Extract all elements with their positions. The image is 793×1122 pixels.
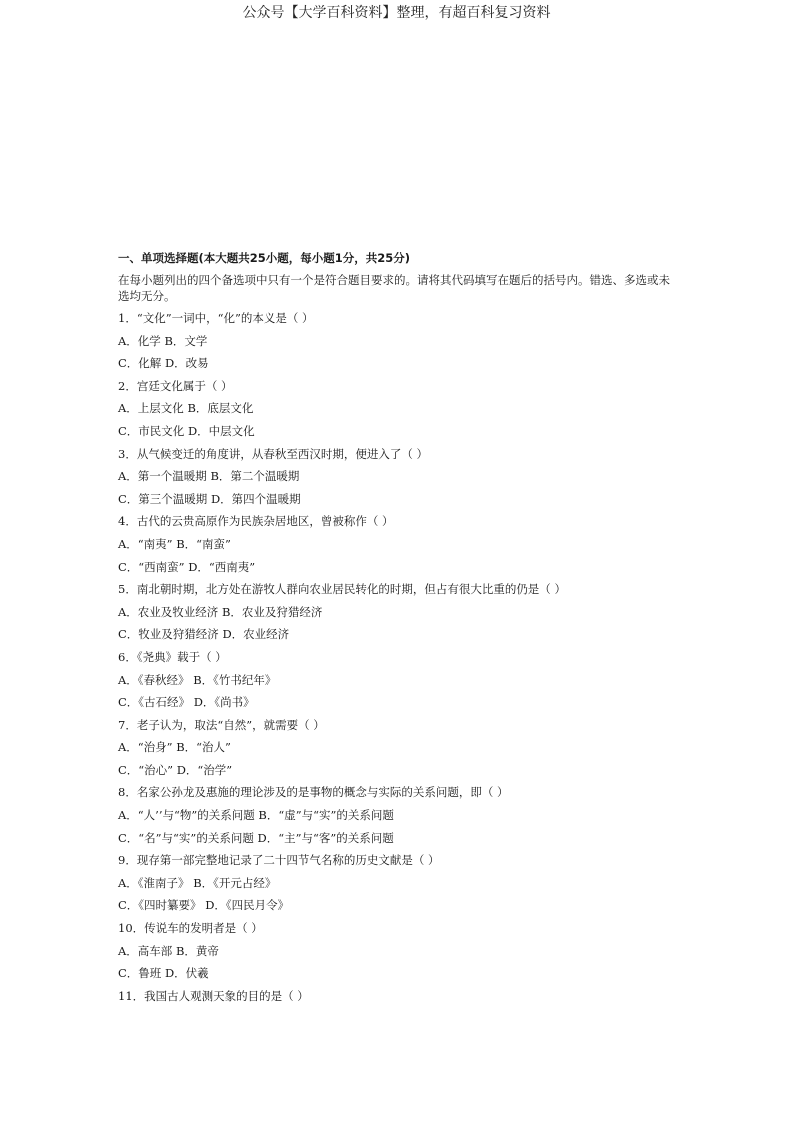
question-options: C．化解 D．改易 [118, 356, 209, 371]
question-stem: 11．我国古人观测天象的目的是（ ） [118, 988, 309, 1003]
question-options: A．《春秋经》 B．《竹书纪年》 [118, 672, 277, 687]
question-options: C．牧业及狩猎经济 D．农业经济 [118, 627, 290, 642]
question-options: A．“南夷” B．“南蛮” [118, 536, 231, 551]
question-stem: 8．名家公孙龙及惠施的理论涉及的是事物的概念与实际的关系问题，即（ ） [118, 785, 509, 800]
section-instructions: 在每小题列出的四个备选项中只有一个是符合题目要求的。请将其代码填写在题后的括号内。错选、多选或未选均无分。 [118, 273, 670, 303]
question-options: C．“治心” D．“治学” [118, 762, 233, 777]
question-options: C．鲁班 D．伏羲 [118, 966, 209, 981]
question-options: A．上层文化 B．底层文化 [118, 401, 254, 416]
question-stem: 9．现存第一部完整地记录了二十四节气名称的历史文献是（ ） [118, 853, 440, 868]
question-options: A．第一个温暖期 B．第二个温暖期 [118, 469, 300, 484]
section-title: 一、单项选择题(本大题共25小题，每小题1分，共25分) [118, 251, 411, 265]
question-options: C．《古石经》 D．《尚书》 [118, 695, 255, 710]
question-options: C．《四时纂要》 D．《四民月令》 [118, 898, 290, 913]
question-options: A．“人’’与“物”的关系问题 B．“虚”与“实”的关系问题 [118, 808, 394, 823]
question-options: C．“西南蛮” D．“西南夷” [118, 559, 256, 574]
document-content [118, 250, 678, 1007]
question-stem: 4．古代的云贵高原作为民族杂居地区，曾被称作（ ） [118, 514, 394, 529]
question-options: A．化学 B．文学 [118, 333, 208, 348]
question-stem: 6．《尧典》载于（ ） [118, 649, 227, 664]
question-stem: 2．宫廷文化属于（ ） [118, 378, 233, 393]
question-options: A．《淮南子》 B．《开元占经》 [118, 875, 277, 890]
question-stem: 1．“文化”一词中，“化”的本义是（ ） [118, 311, 314, 325]
question-options: A．高车部 B．黄帝 [118, 943, 219, 958]
question-options: A．农业及牧业经济 B．农业及狩猎经济 [118, 604, 323, 619]
question-stem: 7．老子认为，取法“自然”，就需要（ ） [118, 717, 325, 732]
question-list [118, 307, 678, 1007]
question-options: C．第三个温暖期 D．第四个温暖期 [118, 491, 301, 506]
question-options: C．市民文化 D．中层文化 [118, 423, 255, 438]
question-stem: 5．南北朝时期，北方处在游牧人群向农业居民转化的时期，但占有很大比重的仍是（ ） [118, 582, 566, 597]
page-header: 公众号【大学百科资料】整理，有超百科复习资料 [242, 5, 551, 21]
question-options: C．“名”与“实”的关系问题 D．“主”与“客”的关系问题 [118, 830, 394, 845]
question-stem: 3．从气候变迁的角度讲，从春秋至西汉时期，便进入了（ ） [118, 446, 428, 461]
question-options: A．“治身” B．“治人” [118, 740, 231, 755]
question-stem: 10．传说车的发明者是（ ） [118, 921, 263, 936]
